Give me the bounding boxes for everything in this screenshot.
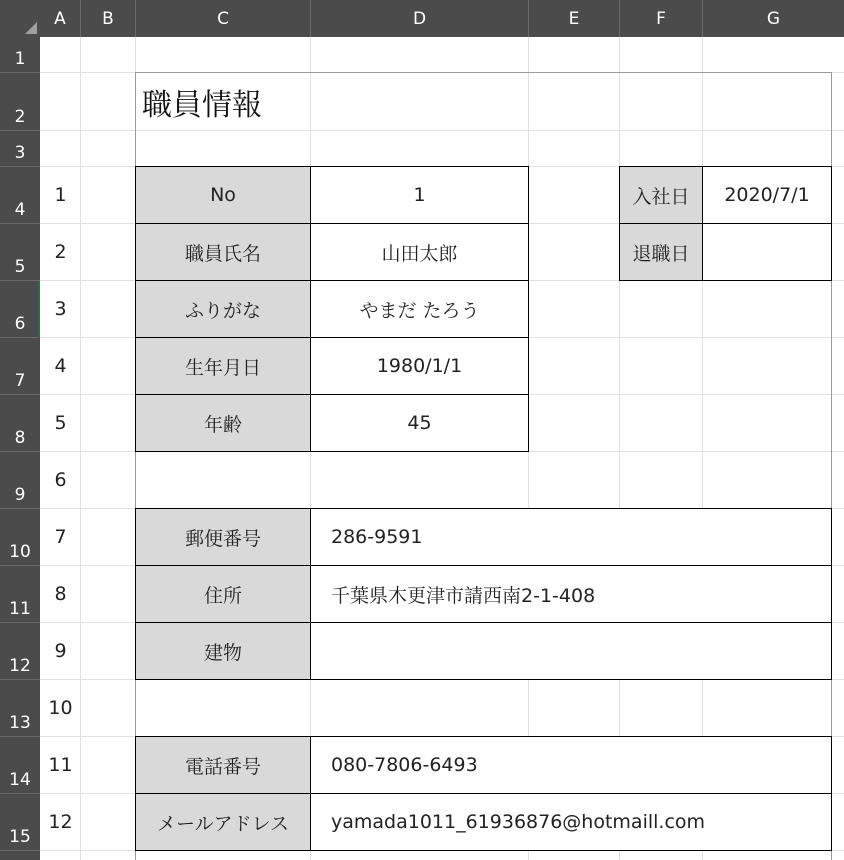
field-label-furigana[interactable]: ふりがな: [135, 280, 311, 338]
column-header-g[interactable]: G: [703, 0, 844, 37]
field-value-no[interactable]: 1: [310, 166, 529, 224]
row-header-12[interactable]: 12: [0, 623, 40, 680]
row-index[interactable]: 1: [54, 184, 67, 206]
field-value-name[interactable]: 山田太郎: [310, 223, 529, 281]
row-index[interactable]: 7: [54, 526, 67, 548]
field-label-no[interactable]: No: [135, 166, 311, 224]
field-value-retire-date[interactable]: [702, 223, 832, 281]
row-header-4[interactable]: 4: [0, 167, 40, 224]
row-index[interactable]: 10: [48, 697, 73, 719]
column-header-a[interactable]: A: [40, 0, 81, 37]
row-index[interactable]: 2: [54, 241, 67, 263]
row-index[interactable]: 6: [54, 469, 67, 491]
field-value-phone[interactable]: 080-7806-6493: [310, 736, 832, 794]
row-header-filler: [0, 851, 40, 860]
row-header-15[interactable]: 15: [0, 794, 40, 851]
row-header-5[interactable]: 5: [0, 224, 40, 281]
row-index[interactable]: 8: [54, 583, 67, 605]
row-header-10[interactable]: 10: [0, 509, 40, 566]
field-label-email[interactable]: メールアドレス: [135, 793, 311, 851]
field-value-birthdate[interactable]: 1980/1/1: [310, 337, 529, 395]
column-header-f[interactable]: F: [620, 0, 703, 37]
column-header-b[interactable]: B: [81, 0, 136, 37]
column-header-c[interactable]: C: [136, 0, 311, 37]
field-label-retire-date[interactable]: 退職日: [619, 223, 703, 281]
field-label-birthdate[interactable]: 生年月日: [135, 337, 311, 395]
column-header-e[interactable]: E: [529, 0, 620, 37]
row-header-1[interactable]: 1: [0, 37, 40, 73]
row-header-2[interactable]: 2: [0, 73, 40, 131]
field-label-address[interactable]: 住所: [135, 565, 311, 623]
row-header-8[interactable]: 8: [0, 395, 40, 452]
sheet-title[interactable]: 職員情報: [142, 87, 262, 123]
select-all-corner[interactable]: [0, 0, 40, 37]
field-label-postal-code[interactable]: 郵便番号: [135, 508, 311, 566]
field-value-furigana[interactable]: やまだ たろう: [310, 280, 529, 338]
row-index[interactable]: 12: [48, 811, 73, 833]
row-header-6[interactable]: 6: [0, 281, 40, 338]
corner-triangle-icon: [25, 22, 37, 34]
selected-row-indicator: [38, 281, 40, 338]
field-label-phone[interactable]: 電話番号: [135, 736, 311, 794]
field-label-age[interactable]: 年齢: [135, 394, 311, 452]
row-index[interactable]: 5: [54, 412, 67, 434]
field-label-building[interactable]: 建物: [135, 622, 311, 680]
field-value-postal-code[interactable]: 286-9591: [310, 508, 832, 566]
field-value-hire-date[interactable]: 2020/7/1: [702, 166, 832, 224]
row-header-13[interactable]: 13: [0, 680, 40, 737]
row-header-9[interactable]: 9: [0, 452, 40, 509]
row-header-7[interactable]: 7: [0, 338, 40, 395]
row-header-3[interactable]: 3: [0, 131, 40, 167]
row-index[interactable]: 9: [54, 640, 67, 662]
field-label-hire-date[interactable]: 入社日: [619, 166, 703, 224]
row-index[interactable]: 4: [54, 355, 67, 377]
row-index[interactable]: 11: [48, 754, 73, 776]
field-value-building[interactable]: [310, 622, 832, 680]
row-header-11[interactable]: 11: [0, 566, 40, 623]
field-value-age[interactable]: 45: [310, 394, 529, 452]
field-label-name[interactable]: 職員氏名: [135, 223, 311, 281]
field-value-address[interactable]: 千葉県木更津市請西南2-1-408: [310, 565, 832, 623]
row-index[interactable]: 3: [54, 298, 67, 320]
column-header-d[interactable]: D: [311, 0, 529, 37]
row-header-14[interactable]: 14: [0, 737, 40, 794]
field-value-email[interactable]: yamada1011_61936876@hotmaill.com: [310, 793, 832, 851]
